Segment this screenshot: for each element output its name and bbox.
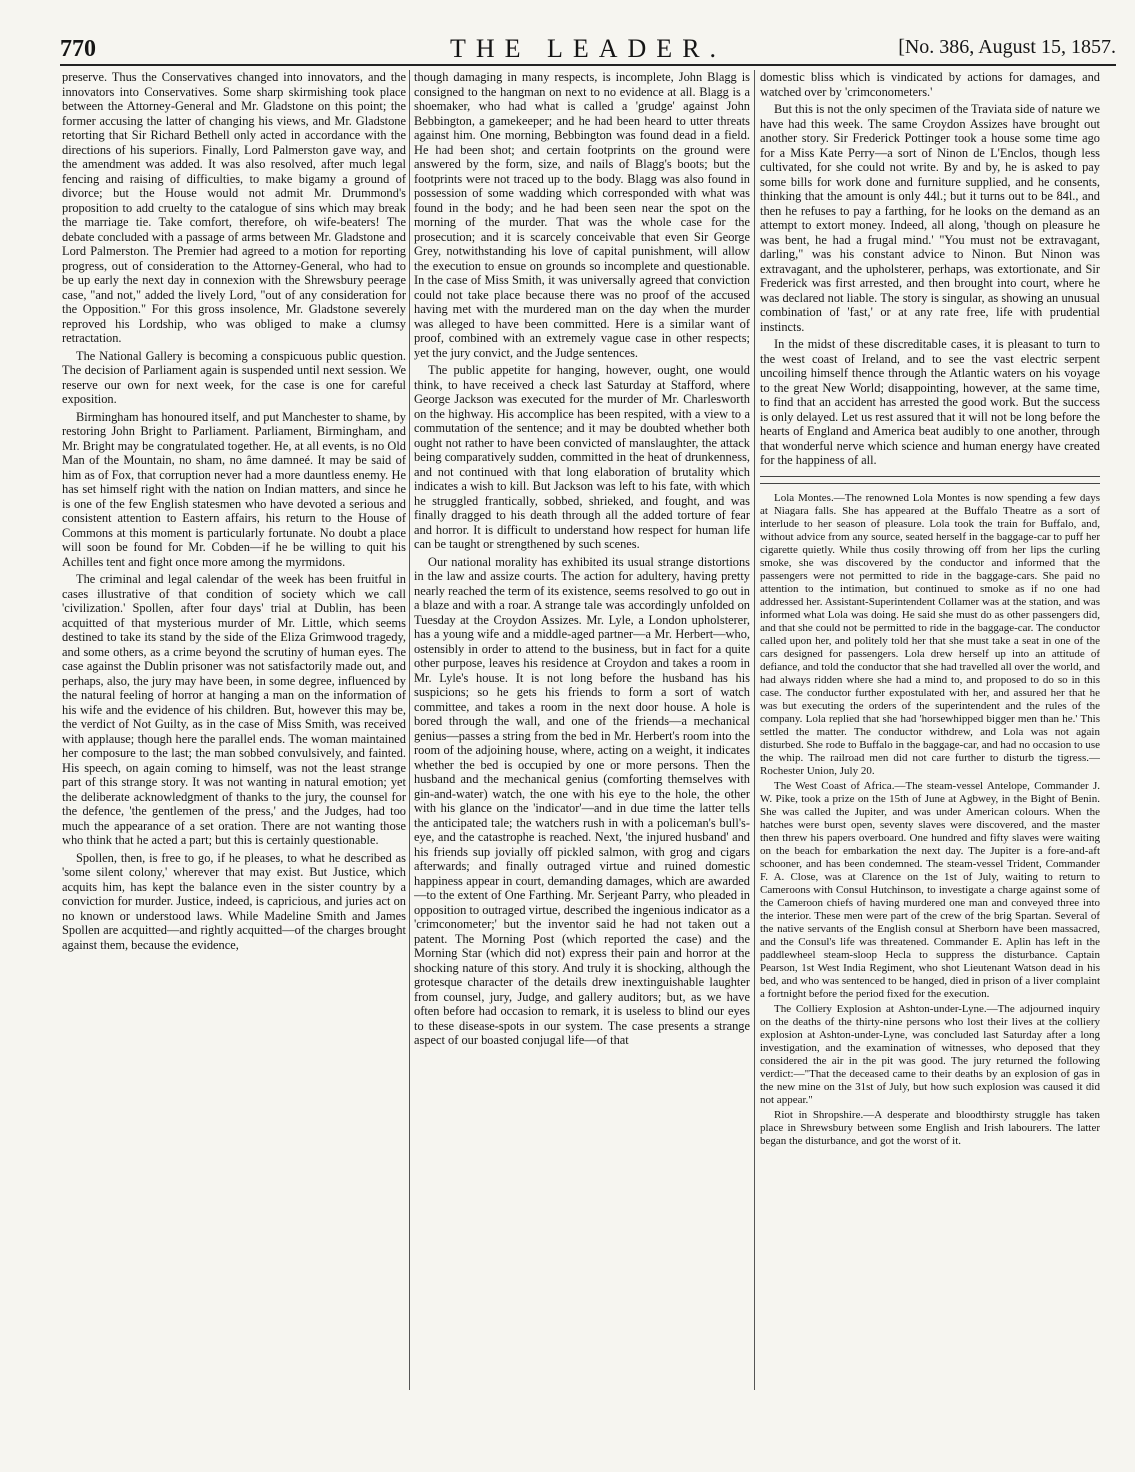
news-item-colliery-explosion: The Colliery Explosion at Ashton-under-Lyne.—The adjourned inquiry on the deaths of the thirty-nine persons who lost their lives at the colliery explosion at Ashton-under-Lyne, was concluded last Saturday after a long investigation, and the examination of witnesses, who deposed that they considered the air in the pit was good. The jury returned the following verdict:—"That the deceased came to their deaths by an explosion of gas in the new mine on the 31st of July, but how such explosion was caused it did not appear."	[760, 1002, 1100, 1106]
column-rule	[754, 70, 755, 1390]
paragraph: The public appetite for hanging, however, ought, one would think, to have received a check last Saturday at Stafford, where George Jackson was executed for the murder of Mr. Charlesworth on the highway. His accomplice has been respited, with a view to a commutation of the sentence; and it may be doubted whether both ought not rather to have been convicted of manslaughter, the attack being comparatively sudden, committed in the heat of drunkenness, and not continued with that long elaboration of brutality which indicates a wish to kill. But Jackson was left to his fate, with which he struggled frantically, sobbed, shrieked, and fought, and was finally dragged to his death through all the added torture of fear and horror. It is difficult to understand how respect for human life can be taught or strengthened by such scenes.	[414, 363, 750, 551]
column-2	[414, 70, 750, 1450]
news-items	[760, 492, 1100, 1148]
paragraph: The National Gallery is becoming a conspicuous public question. The decision of Parliament again is suspended until next session. We reserve our own for next week, for the case is one for careful exposition.	[62, 348, 406, 406]
column-rule	[409, 70, 410, 1390]
issue-info: [No. 386, August 15, 1857.	[898, 36, 1116, 58]
column-1	[62, 70, 406, 1450]
news-item-lola-montes: Lola Montes.—The renowned Lola Montes is now spending a few days at Niagara falls. She has appeared at the Buffalo Theatre as a sort of interlude to her season of pleasure. Lola took the train for Buffalo, and, without advice from any source, seated herself in the baggage-car to puff her cigarette quietly. While thus cosily throwing off from her lips the curling smoke, she was discovered by the conductor and informed that the passengers were not permitted to ride in the baggage-cars. She paid no attention to the intimation, but continued to smoke as if no one had addressed her. Assistant-Superintendent Collamer was at the station, and was informed what Lola was doing. He said she must do as other passengers did, and that she could not be permitted to ride in the baggage-car. The conductor called upon her, and politely told her that she must take a seat in one of the cars designed for passengers. Lola drew herself up into an attitude of defiance, and told the conductor that she had travelled all over the world, and had always ridden where she had a mind to, and proposed to do so in this case. The conductor further expostulated with her, and assured her that he was but executing the orders of the superintendent and the rules of the company. Lola replied that she had 'horsewhipped bigger men than he.' This settled the matter. The conductor withdrew, and Lola was not again disturbed. She rode to Buffalo in the baggage-car, and had no occasion to use the whip. The railroad men did not care further to disturb the tigress.—Rochester Union, July 20.	[760, 491, 1100, 777]
section-divider	[760, 476, 1100, 477]
paragraph: The criminal and legal calendar of the week has been fruitful in cases illustrative of that condition of society which we call 'civilization.' Spollen, after four days' trial at Dublin, has been acquitted of that mysterious murder of Mr. Little, which seems destined to take its stand by the side of the Eliza Grimwood tragedy, and some others, as a crime beyond the scrutiny of human eyes. The case against the Dublin prisoner was not satisfactorily made out, and perhaps, also, the jury may have been, in some degree, influenced by the natural feeling of horror at hanging a man on the information of his wife and the evidence of his children. But, however this may be, the verdict of Not Guilty, as in the case of Miss Smith, was received with applause; though here the parallel ends. The woman maintained her composure to the last; the man sobbed convulsively, and fainted. His speech, on again coming to himself, was not the least strange part of this strange story. It was not wanting in natural emotion; yet the deliberate acknowledgment of thanks to the jury, the counsel for the defence, 'the gentlemen of the press,' and the Judges, had too much the appearance of a set oration. There are not wanting those who think that he acted a part; but this is certainly questionable.	[62, 572, 406, 847]
paragraph: preserve. Thus the Conservatives changed into innovators, and the innovators into Conservatives. Some sharp skirmishing took place between the Attorney-General and Mr. Gladstone on this point; the former accusing the latter of changing his views, and Mr. Gladstone retorting that Sir Richard Bethell only acted in accordance with the directions of his superiors. Finally, Lord Palmerston gave way, and the amendment was added. It was also resolved, after much legal fencing and raising of difficulties, to make bigamy a ground of divorce; but the House would not admit Mr. Drummond's proposition to add cruelty to the catalogue of sins which may break the marriage tie. Take comfort, therefore, oh wife-beaters! The debate concluded with a passage of arms between Mr. Gladstone and Lord Palmerston. The Premier had agreed to a motion for reporting progress, out of consideration to the Attorney-General, who had to be up early the next day in connexion with the Shrewsbury peerage case, "and not," added the lively Lord, "out of any consideration for the Opposition." For this gross insolence, Mr. Gladstone severely reproved his Lordship, who was obliged to make a clumsy retractation.	[62, 70, 406, 345]
column-3	[760, 70, 1100, 1450]
paragraph: Birmingham has honoured itself, and put Manchester to shame, by restoring John Bright to Parliament. Parliament, Birmingham, and Mr. Bright may be congratulated together. He, at all events, is no Old Man of the Mountain, no sham, no âme damneé. It may be said of him as of Fox, that corruption never had a more dauntless enemy. He has set himself right with the nation on Indian matters, and since he is one of the few English statesmen who have devoted a serious and consistent attention to Eastern affairs, his return to the House of Commons at this moment is particularly fortunate. No doubt a place will soon be found for Mr. Cobden—if he be willing to quit his Achilles tent and fight once more among the myrmidons.	[62, 409, 406, 569]
paragraph: Spollen, then, is free to go, if he pleases, to what he described as 'some silent colony,' wherever that may exist. But Justice, which acquits him, has kept the balance even in the sister country by a conviction for murder. Justice, indeed, is capricious, and juries act on no known or understood laws. While Madeline Smith and James Spollen are acquitted—and rightly acquitted—of the charges brought against them, because the evidence,	[62, 850, 406, 952]
news-item-riot-shropshire: Riot in Shropshire.—A desperate and bloodthirsty struggle has taken place in Shrewsbury between some English and Irish labourers. The latter began the disturbance, and got the worst of it.	[760, 1108, 1100, 1147]
masthead	[60, 30, 1116, 66]
paragraph: In the midst of these discreditable cases, it is pleasant to turn to the west coast of Ireland, and to see the vast electric serpent uncoiling himself thence through the Atlantic waters on his voyage to the great New World; disappointing, however, at the same time, to find that an accident has arrested the good work. But the success is only delayed. Let us rest assured that it will not be long before the hearts of England and America beat audibly to one another, through that wonderful nerve which science and human energy have created for the happiness of all.	[760, 337, 1100, 467]
paragraph: though damaging in many respects, is incomplete, John Blagg is consigned to the hangman on next to no evidence at all. Blagg is a shoemaker, who had what is called a 'grudge' against John Bebbington, a gamekeeper; and he had been heard to utter threats against him. One morning, Bebbington was found dead in a field. He had been shot; and certain footprints on the ground were answered by the form, size, and nails of Blagg's boots; but the footprints were not traced up to the body. Blagg was also found in possession of some wadding which corresponded with what was found in the body; and he had been seen near the spot on the morning of the murder. That was the whole case for the prosecution; and it is scarcely conceivable that even Sir George Grey, notwithstanding his love of capital punishment, will allow the execution to ensue on grounds so incomplete and questionable. In the case of Miss Smith, it was universally agreed that conviction could not take place because there was no proof of the accused having met with the murdered man on the day when the murder was alleged to have been committed. Here is a similar want of proof, combined with an extremely vague case in other respects; yet the jury convict, and the Judge sentences.	[414, 70, 750, 360]
paragraph: But this is not the only specimen of the Traviata side of nature we have had this week. The same Croydon Assizes have brought out another story. Sir Frederick Pottinger took a house some time ago for a Miss Kate Perry—a sort of Ninon de L'Enclos, though less cultivated, for she could not write. By and by, he is asked to pay some bills for work done and furniture supplied, and he consents, thinking that the amount is only 44l.; but it turns out to be 84l., and then he refuses to pay a farthing, for he looks on the demand as an attempt to extort money. Indeed, all along, 'though on pleasure he was bent, he had a frugal mind.' "You must not be extravagant, darling," was his constant advice to Ninon. But Ninon was extravagant, and the upholsterer, perhaps, was extortionate, and Sir Frederick was first arrested, and then brought into court, where he was declared not liable. The story is singular, as showing an unusual combination of 'fast,' or at any rate free, life with prudential instincts.	[760, 102, 1100, 334]
paragraph: Our national morality has exhibited its usual strange distortions in the law and assize courts. The action for adultery, having pretty nearly reached the term of its existence, seems resolved to go out in a blaze and with a roar. A strange tale was accordingly unfolded on Tuesday at the Croydon Assizes. Mr. Lyle, a London upholsterer, has a young wife and a middle-aged partner—a Mr. Herbert—who, ostensibly in order to attend to the business, but in fact for a quite other purpose, leaves his residence at Croydon and takes a room in Mr. Lyle's house. It is not long before the husband has his suspicions; so he gets his friends to form a sort of watch committee, and takes a room in the next door house. A hole is bored through the wall, and one of the friends—a mechanical genius—passes a string from the bed in Mr. Herbert's room into the room of the adjoining house, where, acting on a weight, it indicates whether the bed is occupied by one or more persons. Then the husband and the mechanical genius (comforting themselves with gin-and-water) watch, the one with his eye to the hole, the other with his glance on the 'indicator'—and in due time the latter tells the anticipated tale; the watchers rush in with a policeman's bull's-eye, and the catastrophe is reached. Next, 'the injured husband' and his friends sup jovially off pickled salmon, with grog and cigars afterwards; and finally outraged virtue and ruined domestic happiness appear in court, demanding damages, which are awarded—to the extent of One Farthing. Mr. Serjeant Parry, who pleaded in opposition to outraged virtue, described the ingenious indicator as a 'crimconometer;' but the inventor said he had not taken out a patent. The Morning Post (which reported the case) and the Morning Star (which did not) express their pain and horror at the shocking nature of this story. And truly it is shocking, although the grotesque character of the details drew inextinguishable laughter from counsel, jury, Judge, and gallery auditors; but, as we have often before had occasion to remark, it is useless to blind our eyes to these disease-spots in our system. The case presents a strange aspect of our boasted conjugal life—of that	[414, 554, 750, 1047]
section-divider	[760, 483, 1100, 484]
newspaper-title: THE LEADER.	[449, 34, 727, 63]
page-number: 770	[60, 36, 96, 62]
paragraph: domestic bliss which is vindicated by actions for damages, and watched over by 'crimconometers.'	[760, 70, 1100, 99]
news-item-west-coast-africa: The West Coast of Africa.—The steam-vessel Antelope, Commander J. W. Pike, took a prize on the 15th of June at Agbwey, in the Bight of Benin. She was called the Jupiter, and was under American colours. When the hatches were burst open, seventy slaves were discovered, and the master then threw his papers overboard. One hundred and fifty slaves were waiting on the beach for embarkation the next day. The Jupiter is a fore-and-aft schooner, and has been condemned. The steam-vessel Trident, Commander F. A. Close, was at Clarence on the 1st of July, waiting to return to Cameroons with Consul Hutchinson, to investigate a charge against some of the Cameroon chiefs of having murdered one man and conveyed three into the interior. These men were part of the crew of the brig Spartan. Several of the native servants of the English consul at Sherborn have been massacred, and the Consul's life was threatened. Commander E. Aplin has left in the paddlewheel steam-sloop Hecla to suppress the disturbance. Captain Pearson, 1st West India Regiment, who shot Lieutenant Watson dead in his bed, and who was sentenced to be hanged, died in prison of a liver complaint a fortnight before the period fixed for the execution.	[760, 779, 1100, 1000]
